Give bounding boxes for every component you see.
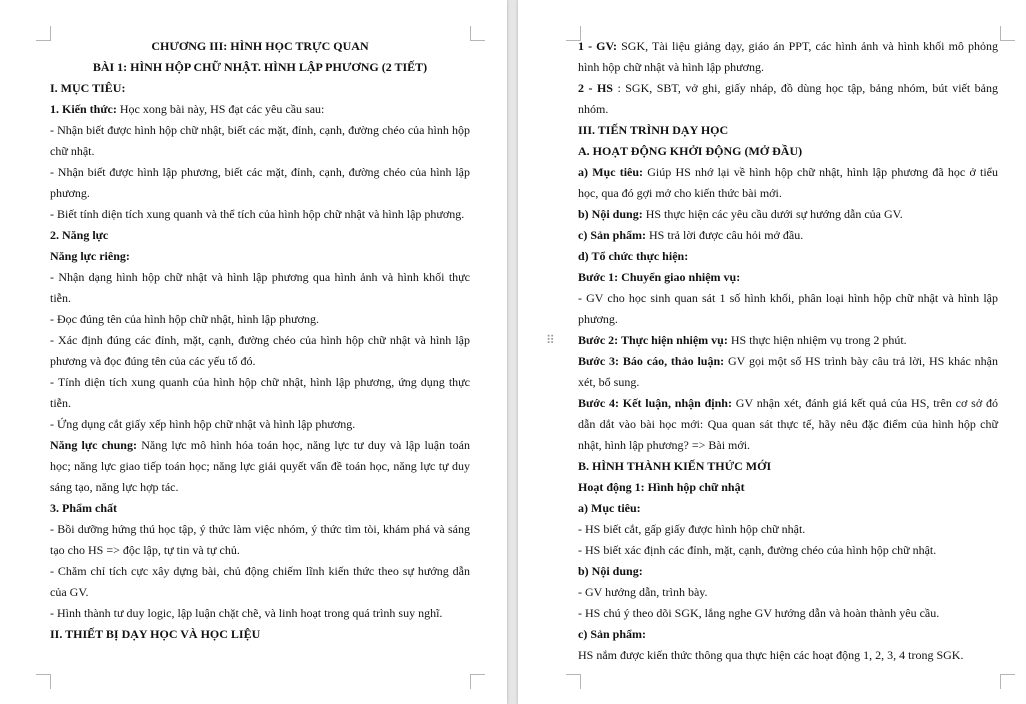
paragraph: - HS biết xác định các đỉnh, mặt, cạnh, đường chéo của hình hộp chữ nhật.: [578, 543, 937, 557]
label: d) Tổ chức thực hiện:: [578, 249, 689, 263]
paragraph: [578, 330, 998, 351]
label: a) Mục tiêu:: [578, 501, 641, 515]
paragraph: [578, 204, 998, 225]
text: HS thực hiện nhiệm vụ trong 2 phút.: [727, 333, 907, 347]
paragraph: - Biết tính diện tích xung quanh và thể tích của hình hộp chữ nhật và hình lập phương.: [50, 207, 465, 221]
step-label: Bước 4: Kết luận, nhận định:: [578, 396, 732, 410]
corner-mark-top-right: [470, 26, 485, 41]
corner-mark-bottom-right: [470, 674, 485, 689]
paragraph: - Nhận dạng hình hộp chữ nhật và hình lập phương qua hình ảnh và hình khối thực tiễn.: [50, 270, 470, 305]
subsection-heading: 2. Năng lực: [50, 228, 109, 242]
label: 1. Kiến thức:: [50, 102, 117, 116]
document-page-left: [0, 0, 507, 704]
paragraph: - Ứng dụng cắt giấy xếp hình hộp chữ nhật và hình lập phương.: [50, 417, 356, 431]
page-content-right[interactable]: [578, 36, 998, 666]
label: 1 - GV:: [578, 39, 618, 53]
paragraph: [578, 78, 998, 120]
paragraph: [578, 225, 998, 246]
paragraph: - Bồi dưỡng hứng thú học tập, ý thức làm việc nhóm, ý thức tìm tòi, khám phá và sáng tạo cho HS => độc lập, tự tin và tự chủ.: [50, 522, 470, 557]
page-content-left[interactable]: [50, 36, 470, 645]
paragraph: [578, 393, 998, 456]
step-label: Bước 2: Thực hiện nhiệm vụ:: [578, 333, 728, 347]
paragraph: [578, 351, 998, 393]
text: HS trả lời được câu hỏi mở đầu.: [646, 228, 804, 242]
corner-mark-top-right: [1000, 26, 1015, 41]
corner-mark-bottom-left: [566, 674, 581, 689]
corner-mark-bottom-right: [1000, 674, 1015, 689]
paragraph: - HS chú ý theo dõi SGK, lắng nghe GV hướng dẫn và hoàn thành yêu cầu.: [578, 606, 940, 620]
step-label: Bước 3: Báo cáo, thảo luận:: [578, 354, 725, 368]
paragraph: - Đọc đúng tên của hình hộp chữ nhật, hình lập phương.: [50, 312, 319, 326]
label: a) Mục tiêu:: [578, 165, 644, 179]
lesson-title: BÀI 1: HÌNH HỘP CHỮ NHẬT. HÌNH LẬP PHƯƠNG (2 TIẾT): [92, 60, 428, 74]
label: b) Nội dung:: [578, 207, 643, 221]
subsection-heading: 3. Phẩm chất: [50, 501, 117, 515]
label: Năng lực riêng:: [50, 249, 130, 263]
label: b) Nội dung:: [578, 564, 643, 578]
text: : SGK, SBT, vở ghi, giấy nháp, đồ dùng học tập, bảng nhóm, bút viết bảng nhóm.: [578, 81, 998, 116]
paragraph: [578, 36, 998, 78]
paragraph: - Nhận biết được hình lập phương, biết các mặt, đỉnh, cạnh, đường chéo của hình lập phương.: [50, 165, 470, 200]
paragraph: - Chăm chỉ tích cực xây dựng bài, chủ động chiếm lĩnh kiến thức theo sự hướng dẫn của GV.: [50, 564, 470, 599]
text: Học xong bài này, HS đạt các yêu cầu sau:: [116, 102, 325, 116]
section-heading: B. HÌNH THÀNH KIẾN THỨC MỚI: [578, 459, 772, 473]
paragraph: - GV hướng dẫn, trình bày.: [578, 585, 708, 599]
section-heading: II. THIẾT BỊ DẠY HỌC VÀ HỌC LIỆU: [50, 627, 261, 641]
section-heading: A. HOẠT ĐỘNG KHỞI ĐỘNG (MỞ ĐẦU): [578, 144, 803, 158]
paragraph: [578, 162, 998, 204]
section-heading: I. MỤC TIÊU:: [50, 81, 126, 95]
paragraph: - Nhận biết được hình hộp chữ nhật, biết các mặt, đỉnh, cạnh, đường chéo của hình hộp chữ nhật.: [50, 123, 470, 158]
document-page-right: [518, 0, 1026, 704]
paragraph: [50, 99, 470, 120]
chapter-title: CHƯƠNG III: HÌNH HỌC TRỰC QUAN: [151, 39, 369, 53]
corner-mark-bottom-left: [36, 674, 51, 689]
text: GV nhận xét, đánh giá kết quả của HS, trên cơ sở đó dẫn dắt vào bài học mới: Qua quan sát thực tế, hãy nêu đặc điểm của hình hộp chữ nhật, hình lập phương? => Bài mới.: [578, 396, 998, 452]
paragraph: - Xác định đúng các đỉnh, mặt, cạnh, đường chéo của hình hộp chữ nhật và hình lập phương và đọc đúng tên của các yếu tố đó.: [50, 333, 470, 368]
text: Năng lực mô hình hóa toán học, năng lực tư duy và lập luận toán học; năng lực giao tiếp toán học; năng lực giải quyết vấn đề toán học, năng lực tự duy sáng tạo, năng lực hợp tác.: [50, 438, 470, 494]
text: HS thực hiện các yêu cầu dưới sự hướng dẫn của GV.: [642, 207, 903, 221]
corner-mark-top-left: [36, 26, 51, 41]
label: Năng lực chung:: [50, 438, 137, 452]
activity-heading: Hoạt động 1: Hình hộp chữ nhật: [578, 480, 745, 494]
paragraph: - Hình thành tư duy logic, lập luận chặt chẽ, và linh hoạt trong quá trình suy nghĩ.: [50, 606, 443, 620]
paragraph: - GV cho học sinh quan sát 1 số hình khối, phân loại hình hộp chữ nhật và hình lập phương.: [578, 291, 998, 326]
label: c) Sản phẩm:: [578, 228, 647, 242]
paragraph: - Tính diện tích xung quanh của hình hộp chữ nhật, hình lập phương, ứng dụng thực tiễn.: [50, 375, 470, 410]
paragraph: HS nắm được kiến thức thông qua thực hiện các hoạt động 1, 2, 3, 4 trong SGK.: [578, 648, 964, 662]
section-heading: III. TIẾN TRÌNH DẠY HỌC: [578, 123, 729, 137]
text: GV gọi một số HS trình bày câu trả lời, HS khác nhận xét, bổ sung.: [578, 354, 998, 389]
paragraph: [50, 435, 470, 498]
drag-handle-icon[interactable]: ⠿: [546, 333, 556, 347]
text: Giúp HS nhớ lại về hình hộp chữ nhật, hình lập phương đã học ở tiểu học, qua đó gợi mở cho kiến thức bài mới.: [578, 165, 998, 200]
step-label: Bước 1: Chuyển giao nhiệm vụ:: [578, 270, 741, 284]
label: c) Sản phẩm:: [578, 627, 647, 641]
label: 2 - HS: [578, 81, 613, 95]
paragraph: - HS biết cắt, gấp giấy được hình hộp chữ nhật.: [578, 522, 806, 536]
text: SGK, Tài liệu giảng dạy, giáo án PPT, các hình ảnh và hình khối mô phỏng hình hộp chữ nhật và hình lập phương.: [578, 39, 998, 74]
